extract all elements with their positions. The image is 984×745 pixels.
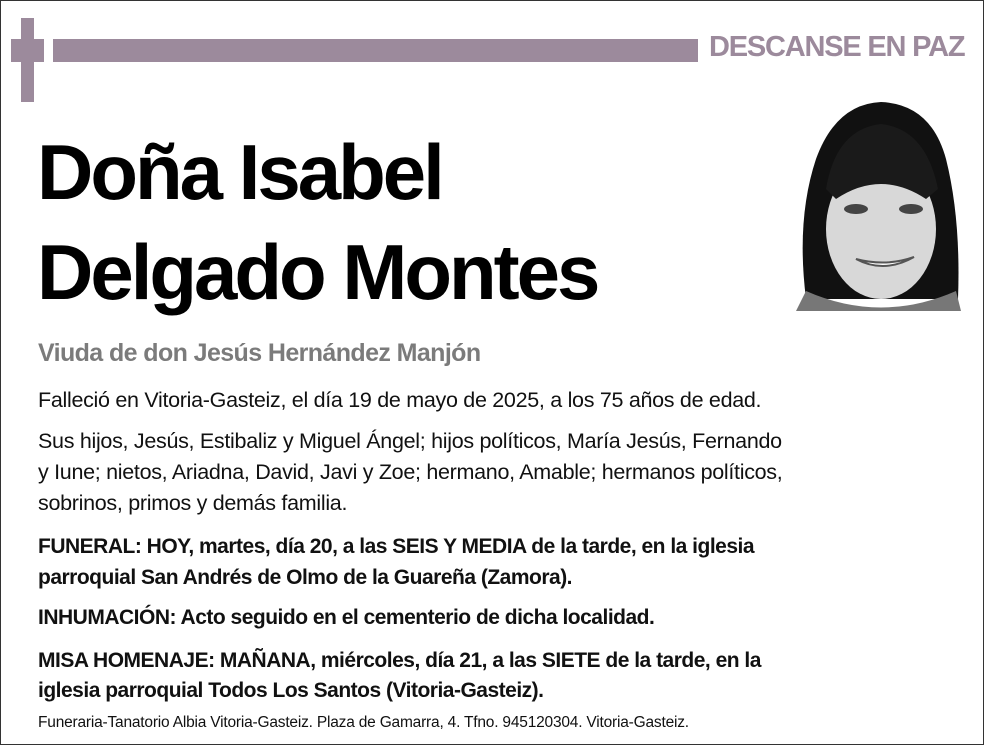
deceased-subtitle: Viuda de don Jesús Hernández Manjón [38, 339, 481, 367]
mass-info: iglesia parroquial Todos Los Santos (Vitoria-Gasteiz). [38, 679, 544, 702]
funeral-info: parroquial San Andrés de Olmo de la Guareña (Zamora). [38, 566, 573, 589]
deceased-name-line2: Delgado Montes [37, 228, 598, 316]
funeral-home-footer: Funeraria-Tanatorio Albia Vitoria-Gasteiz. Plaza de Gamarra, 4. Tfno. 945120304. Vitoria-Gasteiz. [38, 714, 689, 731]
header-label: DESCANSE EN PAZ [709, 31, 965, 63]
deceased-name-line1: Doña Isabel [37, 128, 442, 216]
family-line: sobrinos, primos y demás familia. [38, 491, 348, 515]
portrait-photo [796, 99, 961, 311]
family-line: Sus hijos, Jesús, Estibaliz y Miguel Ángel; hijos políticos, María Jesús, Fernando [38, 429, 782, 453]
mass-info: MISA HOMENAJE: MAÑANA, miércoles, día 21, a las SIETE de la tarde, en la [38, 649, 761, 672]
family-line: y Iune; nietos, Ariadna, David, Javi y Zoe; hermano, Amable; hermanos políticos, [38, 460, 783, 484]
funeral-info: FUNERAL: HOY, martes, día 20, a las SEIS Y MEDIA de la tarde, en la iglesia [38, 535, 755, 558]
header-bar [53, 39, 698, 62]
cross-icon-arm [11, 39, 44, 62]
death-statement: Falleció en Vitoria-Gasteiz, el día 19 de mayo de 2025, a los 75 años de edad. [38, 388, 762, 412]
burial-info: INHUMACIÓN: Acto seguido en el cementerio de dicha localidad. [38, 606, 655, 629]
